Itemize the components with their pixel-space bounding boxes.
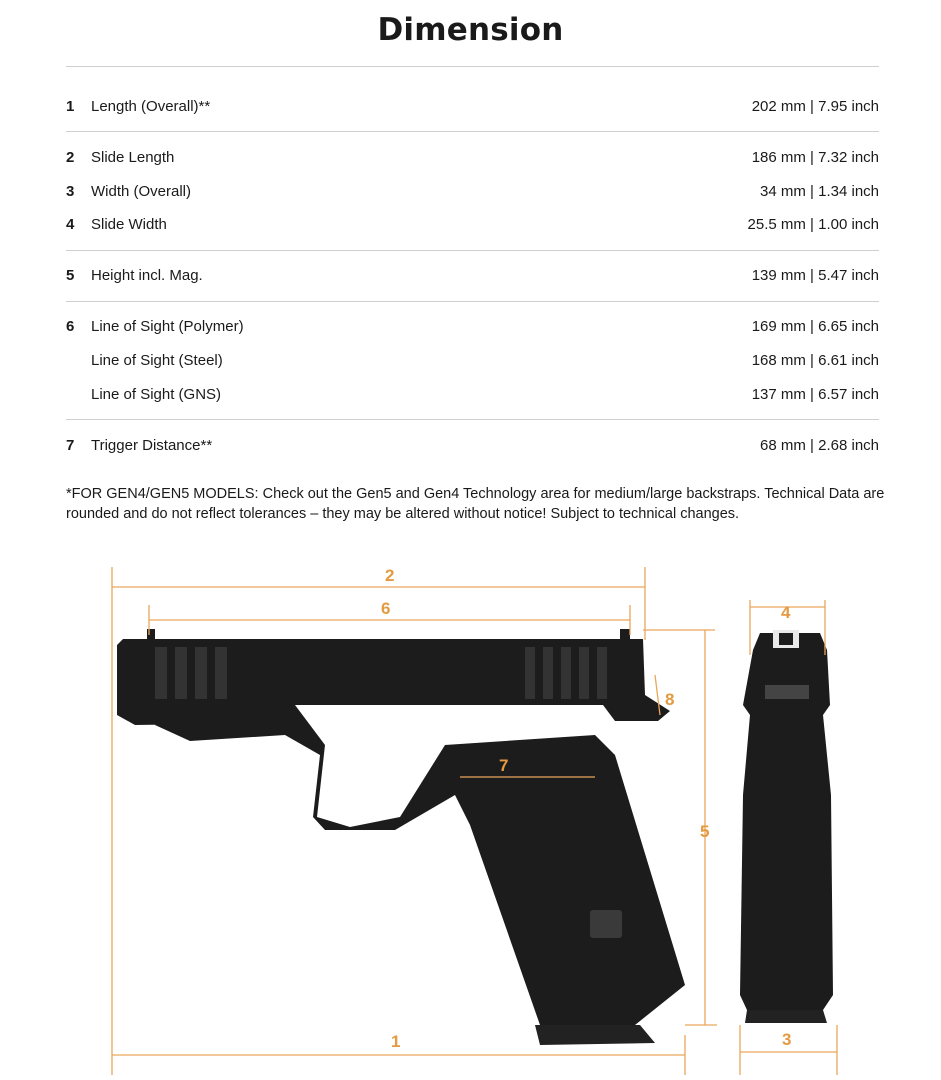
spec-number: 1 xyxy=(66,98,75,115)
pistol-rear-view xyxy=(740,630,833,1023)
divider xyxy=(66,301,879,302)
spec-number: 4 xyxy=(66,216,75,233)
spec-value: 68 mm | 2.68 inch xyxy=(760,437,879,454)
dimension-label-4: 4 xyxy=(781,603,791,622)
spec-number: 7 xyxy=(66,437,75,454)
dimension-label-7: 7 xyxy=(499,756,509,775)
spec-label: Slide Length xyxy=(91,149,175,166)
page-title: Dimension xyxy=(377,12,564,48)
spec-value: 137 mm | 6.57 inch xyxy=(751,386,879,403)
spec-value: 169 mm | 6.65 inch xyxy=(751,318,879,335)
spec-label: Line of Sight (Steel) xyxy=(91,352,223,369)
spec-row-width-overall xyxy=(66,182,879,202)
spec-label: Length (Overall)** xyxy=(91,98,211,115)
divider xyxy=(66,66,879,67)
divider xyxy=(66,131,879,132)
spec-value: 139 mm | 5.47 inch xyxy=(751,267,879,284)
spec-row-trigger-distance xyxy=(66,436,879,456)
spec-label: Height incl. Mag. xyxy=(91,267,203,284)
spec-number: 2 xyxy=(66,149,75,166)
dimension-label-3: 3 xyxy=(782,1030,792,1049)
spec-number: 6 xyxy=(66,318,75,335)
spec-value: 186 mm | 7.32 inch xyxy=(751,149,879,166)
pistol-dimension-diagram xyxy=(95,555,865,1075)
spec-row-los-polymer xyxy=(66,317,879,337)
dimension-label-5: 5 xyxy=(700,822,710,841)
spec-row-height xyxy=(66,266,879,286)
pistol-side-view xyxy=(117,629,685,1045)
divider xyxy=(66,419,879,420)
spec-number: 5 xyxy=(66,267,75,284)
spec-value: 202 mm | 7.95 inch xyxy=(751,98,879,115)
spec-value: 25.5 mm | 1.00 inch xyxy=(747,216,879,233)
dimension-label-8: 8 xyxy=(665,690,675,709)
footnote: *FOR GEN4/GEN5 MODELS: Check out the Gen5 and Gen4 Technology area for medium/large backstraps. Technical Data are rounded and do not reflect tolerances – they may be altered without notice! Subject to technical changes. xyxy=(66,486,885,522)
spec-value: 168 mm | 6.61 inch xyxy=(751,352,879,369)
spec-row-slide-length xyxy=(66,148,879,168)
spec-label: Slide Width xyxy=(91,216,167,233)
dimension-label-2: 2 xyxy=(385,566,395,585)
spec-label: Trigger Distance** xyxy=(91,437,213,454)
spec-row-los-steel xyxy=(66,351,879,371)
spec-row-length-overall xyxy=(66,97,879,117)
dimension-label-6: 6 xyxy=(381,599,391,618)
dimension-label-1: 1 xyxy=(391,1032,401,1051)
spec-label: Line of Sight (GNS) xyxy=(91,386,222,403)
spec-row-slide-width xyxy=(66,215,879,235)
spec-label: Width (Overall) xyxy=(91,183,192,200)
spec-number: 3 xyxy=(66,183,75,200)
spec-label: Line of Sight (Polymer) xyxy=(91,318,244,335)
spec-value: 34 mm | 1.34 inch xyxy=(760,183,879,200)
divider xyxy=(66,250,879,251)
spec-row-los-gns xyxy=(66,385,879,405)
